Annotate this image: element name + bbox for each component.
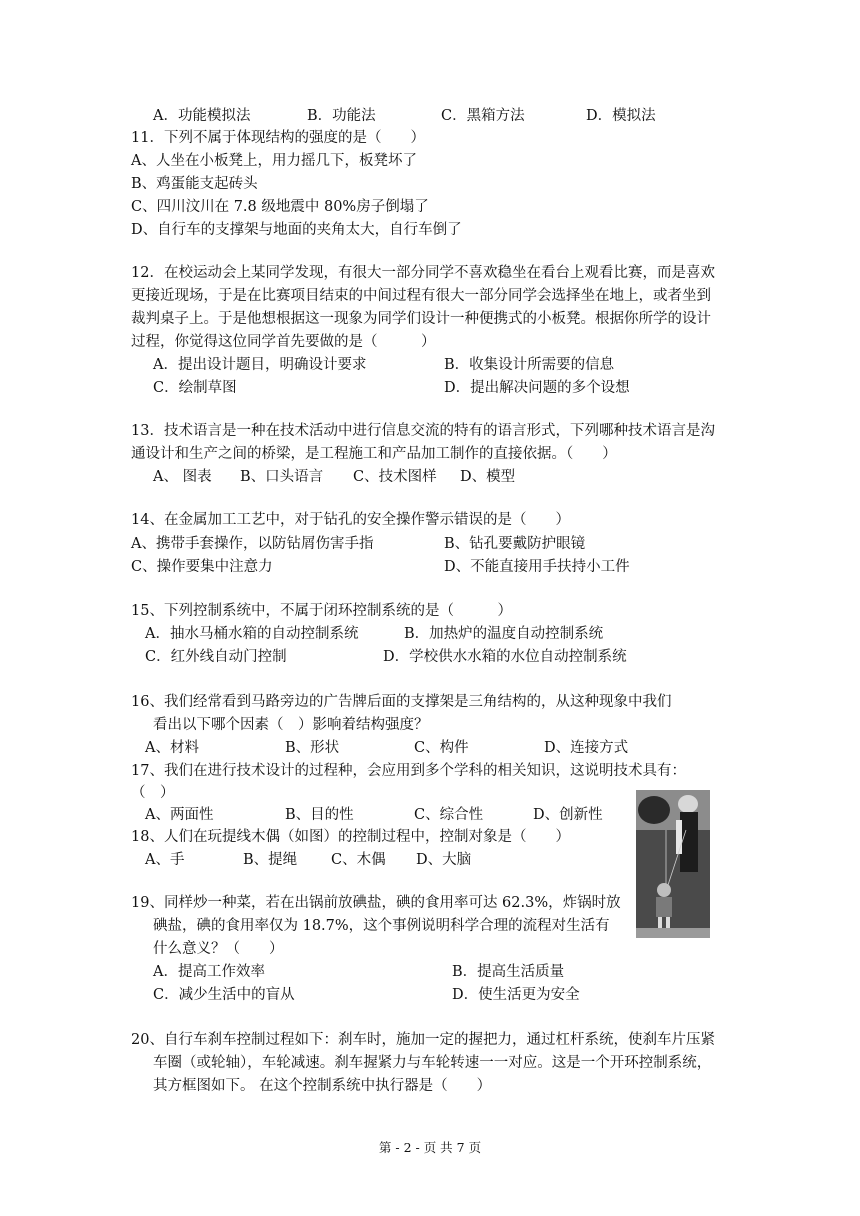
q13-option-a: A、 图表	[153, 469, 212, 485]
q13-option-b: B、口头语言	[240, 469, 324, 485]
q12-option-b: B．收集设计所需要的信息	[444, 357, 615, 373]
q13-line-2: 通设计和生产之间的桥梁，是工程施工和产品加工制作的直接依据。（ ）	[131, 446, 617, 462]
q17-option-c: C、综合性	[414, 807, 484, 823]
q16-option-c: C、构件	[414, 740, 469, 756]
q11-stem: 11．下列不属于体现结构的强度的是（ ）	[131, 130, 425, 146]
q17-option-a: A、两面性	[145, 807, 214, 823]
q17-option-b: B、目的性	[285, 807, 354, 823]
q12-line-3: 裁判桌子上。于是他想根据这一现象为同学们设计一种便携式的小板凳。根据你所学的设计	[131, 311, 711, 327]
q12-option-d: D．提出解决问题的多个设想	[444, 380, 630, 396]
puppet-photo	[636, 790, 710, 938]
q11-option-a: A、人坐在小板凳上，用力摇几下，板凳坏了	[131, 153, 417, 169]
q14-option-a: A、携带手套操作，以防钻屑伤害手指	[131, 536, 374, 552]
q11-option-b: B、鸡蛋能支起砖头	[131, 176, 258, 192]
q19-option-c: C．减少生活中的盲从	[153, 987, 295, 1003]
q12-option-a: A．提出设计题目，明确设计要求	[153, 357, 367, 373]
q13-line-1: 13．技术语言是一种在技术活动中进行信息交流的特有的语言形式，下列哪种技术语言是沟	[131, 423, 715, 439]
q19-line-1: 19、同样炒一种菜，若在出锅前放碘盐，碘的食用率可达 62.3%，炸锅时放	[131, 895, 621, 911]
q20-line-3: 其方框图如下。 在这个控制系统中执行器是（ ）	[153, 1078, 492, 1094]
q19-line-3: 什么意义？（ ）	[153, 941, 284, 957]
q15-option-d: D．学校供水水箱的水位自动控制系统	[383, 649, 627, 665]
q15-stem: 15、下列控制系统中，不属于闭环控制系统的是（ ）	[131, 603, 512, 619]
puppet-illustration	[636, 790, 710, 938]
q12-line-2: 更接近现场，于是在比赛项目结束的中间过程有很大一部分同学会选择坐在地上，或者坐到	[131, 288, 711, 304]
q10-option-d: D．模拟法	[586, 108, 656, 124]
q13-option-c: C、技术图样	[353, 469, 437, 485]
q17-line-1: 17、我们在进行技术设计的过程种，会应用到多个学科的相关知识，这说明技术具有：	[131, 763, 686, 779]
q18-option-a: A、手	[145, 852, 185, 868]
q18-option-d: D、大脑	[416, 852, 472, 868]
q10-option-a: A．功能模拟法	[153, 108, 251, 124]
q16-line-2: 看出以下哪个因素（ ）影响着结构强度？	[153, 717, 429, 733]
q20-line-1: 20、自行车刹车控制过程如下：刹车时，施加一定的握把力，通过杠杆系统，使刹车片压紧	[131, 1032, 715, 1048]
q16-option-b: B、形状	[285, 740, 340, 756]
q14-option-b: B、钻孔要戴防护眼镜	[444, 536, 586, 552]
q19-option-d: D．使生活更为安全	[452, 987, 580, 1003]
q13-option-d: D、模型	[460, 469, 516, 485]
q11-option-c: C、四川汶川在 7.8 级地震中 80%房子倒塌了	[131, 199, 429, 215]
q15-option-a: A．抽水马桶水箱的自动控制系统	[145, 626, 359, 642]
q10-option-c: C．黑箱方法	[441, 108, 525, 124]
q18-stem: 18、人们在玩提线木偶（如图）的控制过程中，控制对象是（ ）	[131, 829, 570, 845]
page-number-footer: 第 - 2 - 页 共 7 页	[378, 1140, 482, 1155]
q12-line-4: 过程，你觉得这位同学首先要做的是（ ）	[131, 334, 436, 350]
q17-option-d: D、创新性	[533, 807, 603, 823]
q16-option-d: D、连接方式	[544, 740, 629, 756]
q17-line-2: （ ）	[131, 785, 175, 801]
q19-option-a: A．提高工作效率	[153, 964, 265, 980]
q14-option-d: D、不能直接用手扶持小工件	[444, 559, 630, 575]
q18-option-c: C、木偶	[331, 852, 386, 868]
q11-option-d: D、自行车的支撑架与地面的夹角太大，自行车倒了	[131, 222, 462, 238]
q18-option-b: B、提绳	[243, 852, 298, 868]
q19-option-b: B．提高生活质量	[452, 964, 565, 980]
q14-stem: 14、在金属加工工艺中，对于钻孔的安全操作警示错误的是（ ）	[131, 512, 570, 528]
q19-line-2: 碘盐，碘的食用率仅为 18.7%，这个事例说明科学合理的流程对生活有	[153, 918, 610, 934]
q12-option-c: C．绘制草图	[153, 380, 237, 396]
q14-option-c: C、操作要集中注意力	[131, 559, 273, 575]
q16-line-1: 16、我们经常看到马路旁边的广告牌后面的支撑架是三角结构的，从这种现象中我们	[131, 694, 672, 710]
q10-option-b: B．功能法	[307, 108, 376, 124]
q16-option-a: A、材料	[145, 740, 199, 756]
q15-option-c: C．红外线自动门控制	[145, 649, 287, 665]
q20-line-2: 车圈（或轮轴），车轮减速。刹车握紧力与车轮转速一一对应。这是一个开环控制系统，	[153, 1055, 712, 1071]
q12-line-1: 12．在校运动会上某同学发现，有很大一部分同学不喜欢稳坐在看台上观看比赛，而是喜欢	[131, 265, 715, 281]
q15-option-b: B．加热炉的温度自动控制系统	[404, 626, 604, 642]
